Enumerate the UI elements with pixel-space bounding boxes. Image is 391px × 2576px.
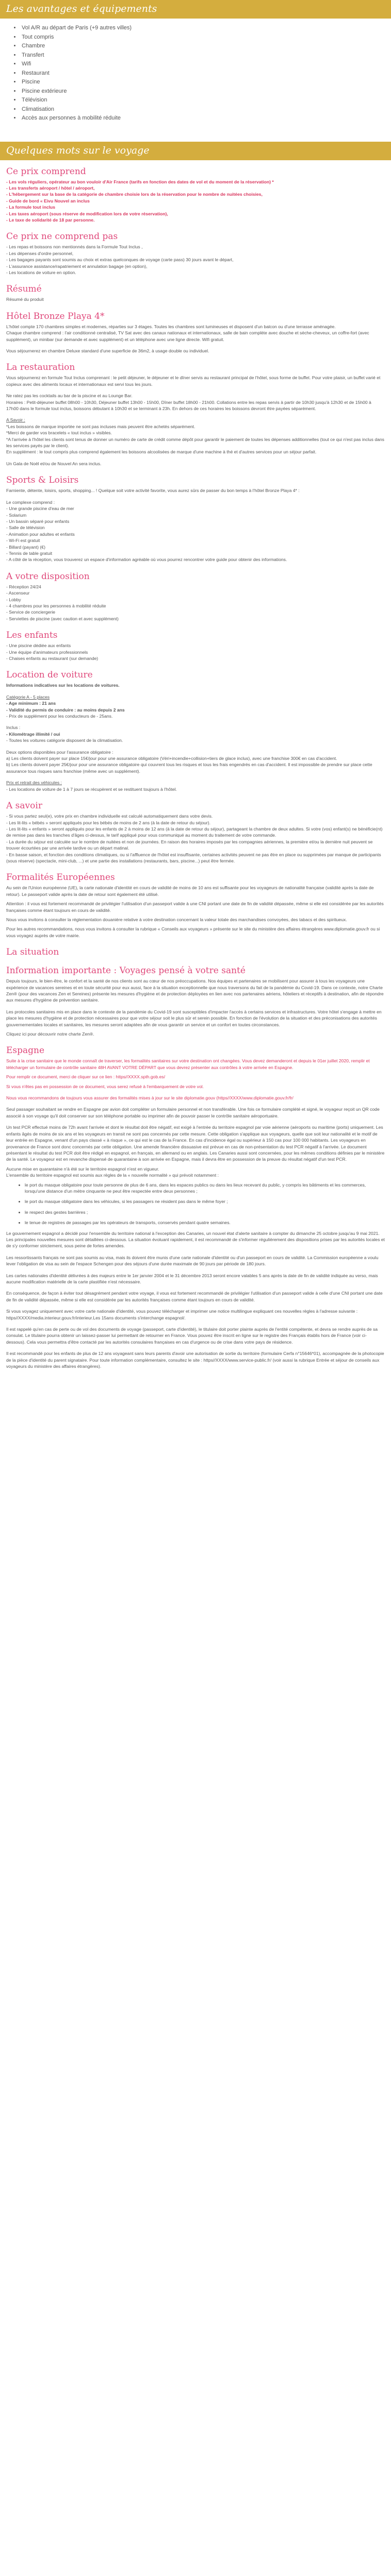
restaurant-paragraph: Vous séjournerez en formule Tout Inclus comprenant : le petit déjeuner, le déjeuner et le dîner servis au restaurant principal de l'hôtel, sous forme de buffet. Pour votre plaisir, un buffet varié et copieux avec des aliments locaux et internationaux est servi tous les jours. xyxy=(6,375,381,387)
list-item: • le respect des gestes barrières ; xyxy=(25,1209,385,1215)
car-rental-paragraph: Catégorie A - 5 places xyxy=(6,694,50,700)
formalities-paragraph: Nous vous invitons à consulter la réglementation douanière relative à votre destination concernant la valeur totale des marchandises convoyées, des tabacs et des spiritueux. xyxy=(6,917,347,922)
sports-line: - Solarium xyxy=(6,512,27,518)
disposition-line: - Service de conciergerie xyxy=(6,609,56,615)
price-included-line: - Les transferts aéroport / hôtel / aéroport, xyxy=(6,185,95,191)
sports-line: - Tennis de table gratuit xyxy=(6,550,53,556)
list-item: • Climatisation xyxy=(21,105,391,114)
restaurant-heading: La restauration xyxy=(6,362,75,373)
car-rental-paragraph: - Validité du permis de conduire : au moins depuis 2 ans xyxy=(6,707,125,713)
price-included-line: - Le taxe de solidarité de 18 par personne. xyxy=(6,217,95,223)
trip-content xyxy=(0,166,391,1370)
spain-paragraph: Si vous voyagez uniquement avec votre carte nationale d'identité, vous pouvez télécharger et imprimer une notice multilingue expliquant ces nouvelles règles à l'adresse suivante : https//XXXX/media.interieur.gouv.fr/interieur.Les 15ans documents s'interchange espagnol/. xyxy=(6,1309,358,1320)
zen-charter-link[interactable]: Cliquez ici pour découvrir notre charte Zen®. xyxy=(6,1031,94,1037)
car-rental-paragraph: Prix et retrait des véhicules : xyxy=(6,780,62,786)
car-rental-paragraph: Inclus : xyxy=(6,725,21,731)
formalities-paragraph: Au sein de l'Union européenne (UE), la carte nationale d'identité en cours de validité de moins de 10 ans est suffisante pour les voyageurs de nationalité française (validité après la date de retour). Le passeport valide après la date de retour sont également été utilisé. xyxy=(6,885,374,897)
spain-paragraph: En conséquence, de façon à éviter tout désagrément pendant votre voyage, il vous est fortement recommandé de privilégier l'utilisation d'un passeport valide à celle d'une CNI portant une date de fin de validité dépassée, même si elle est considérée par les autorités françaises comme étant toujours en cours de validité. xyxy=(6,1291,383,1302)
restaurant-paragraph: A Savoir : xyxy=(6,417,25,423)
price-excluded-line: - Les locations de voiture en option. xyxy=(6,269,76,275)
formalities-paragraph: Pour les autres recommandations, nous vous invitons à consulter la rubrique « Conseils aux voyageurs » présente sur le site du ministère des affaires étrangères www.diplomatie.gouv.fr ou si vous voyagez auprès de votre mairie. xyxy=(6,926,380,938)
car-rental-paragraph: - Kilométrage illimité / oui xyxy=(6,731,60,737)
list-item: • Chambre xyxy=(21,42,391,51)
price-included-line: - Guide de bord « Eivu Nouvel an inclus xyxy=(6,198,90,204)
formalities-heading: Formalités Européennes xyxy=(6,872,115,883)
sports-heading: Sports & Loisirs xyxy=(6,475,79,486)
good-to-know-paragraph: - Si vous partez seul(e), votre prix en chambre individuelle est calculé automatiquement dans votre devis. xyxy=(6,814,213,819)
spain-paragraph: Un test PCR effectué moins de 72h avant l'arrivée et dont le résultat doit être négatif, est exigé à l'entrée du territoire espagnol par voie aérienne (aéroports ou maritime (ports) uniquement. Les enfants âgés de moins de six ans et les voyageurs en transit ne sont pas concernés par cette mesure. Cette obligation s'applique aux voyageurs, quelle que soit leur nationalité et le motif de leur entrée en Espagne, venant d'un pays classé « à risque », ce qui est le cas de la France. En cas d'incidence égal ou supérieur à 150 cas pour 100 000 habitants. Les voyageurs en provenance de France sont donc concernés par cette obligation. Une amende financière dissuasive est prévue en cas de non-présentation du test PCR négatif à l'arrivée. Le document présentant le résultat du test PCR doit être rédigé en espagnol, en français, en allemand ou en anglais. Les Canaries aussi sont concernées, pour les mêmes conditions définies par le ministère de la santé. Le voyageur est en revanche dispensé de quarantaine à son arrivée en Espagne, mais il devra être en possession de la preuve du résultat négatif d'un test PCR. xyxy=(6,1125,385,1162)
list-item: • le tenue de registres de passages par les opérateurs de transports, conservés pendant quatre semaines. xyxy=(25,1219,385,1226)
trip-header: Quelques mots sur le voyage xyxy=(0,142,391,160)
sports-line: - Salle de télévision xyxy=(6,525,45,531)
price-included-line: - La formule tout inclus xyxy=(6,205,56,210)
price-excluded-line: - L'assurance assistance/rapatriement et annulation bagage (en option), xyxy=(6,263,148,269)
car-rental-paragraph: b) Les clients doivent payer 25€/jour pour une assurance obligatoire qui couvrent tous les risques et tous les frais engendrés en cas d'accident. Il est impossible de prendre sur place cette assurance tous risques sans franchise (même avec un supplément). xyxy=(6,762,372,774)
car-rental-paragraph: - Prix de supplément pour les conducteurs de - 25ans. xyxy=(6,714,113,719)
list-item: • Piscine xyxy=(21,78,391,87)
car-rental-paragraph: a) Les clients doivent payer sur place 15€/jour pour une assurance obligatoire (Véri+incendie+collision+tiers de glace inclus), avec une franchise 300€ en cas d'accident. xyxy=(6,756,337,761)
spain-paragraph: Seul passager souhaitant se rendre en Espagne par avion doit compléter un formulaire personnel et non transférable. Une fois ce formulaire complété et signé, le voyageur reçoit un QR code associé à son voyage qu'il doit conserver sur son téléphone portable ou imprimer afin de pouvoir passer le contrôle sanitaire aéroportuaire. xyxy=(6,1107,380,1118)
price-included-line: - L'hébergement sur la base de la catégorie de chambre choisie lors de la réservation pour le nombre de nuitées choisies, xyxy=(6,192,263,197)
sports-line: - Animation pour adultes et enfants xyxy=(6,531,75,537)
price-excluded-heading: Ce prix ne comprend pas xyxy=(6,231,118,242)
good-to-know-heading: A savoir xyxy=(6,801,42,811)
car-rental-paragraph: - Les locations de voiture de 1 à 7 jours se récupèrent et se restituent toujours à l'hôtel. xyxy=(6,786,177,792)
list-item: • Accès aux personnes à mobilité réduite xyxy=(21,114,391,123)
spain-diplomatie-link[interactable]: Nous vous recommandons de toujours vous assurer des formalités mises à jour sur le site diplomatie.gouv (https//XXXX/www.diplomatie.gouv.fr/fr/ xyxy=(6,1095,294,1101)
amenities-header: Les avantages et équipements xyxy=(0,0,391,19)
restaurant-paragraph: Un Gala de Noël et/ou de Nouvel An sera inclus. xyxy=(6,461,102,466)
spain-rules-list xyxy=(6,1182,385,1226)
spain-heading: Espagne xyxy=(6,1045,45,1056)
restaurant-paragraph: *Les boissons de marque importée ne sont pas incluses mais peuvent être achetés séparément. xyxy=(6,423,196,429)
health-info-paragraph: Depuis toujours, le bien-être, le confort et la santé de nos clients sont au cœur de nos préoccupations. Nos équipes et partenaires se mobilisent pour assurer à tous les voyageurs une expérience de vacances sereines et en toute sécurité pour eux aussi, face à la situation exceptionnelle que nous traversons du fait de la pandémie du Covid-19. Dans ce contexte, notre Charte Zen® (pour des vacances Zen et Sereines) présente les mesures d'hygiène et de protection déployées en lien avec nos partenaires aériens, hôteliers et réceptifs à destination, afin de répondre aux mesures d'hygiène de prévention sanitaire. xyxy=(6,978,384,1003)
good-to-know-paragraph: - En basse saison, et fonction des conditions climatiques, ou si l'affluence de l'hôtel est insuffisante, certaines activités peuvent ne pas être en place ou supprimées par manque de participants (sous réserve) (spectacle, mini-club, ...) et une partie des installations (restaurants, bars, piscine...) peut être fermée. xyxy=(6,852,381,863)
restaurant-paragraph: Horaires : Petit-déjeuner buffet 08h00 - 10h30, Déjeuner buffet 13h00 - 15h00, Dîner buffet 18h00 - 21h00. Collations entre les repas servis à partir de 10h30 jusqu'à 12h30 et de 15h00 à 17h00 dans le formule tout inclus, boissons débutant à 10h30 et se terminant à 23h. En dehors de ces horaires les boissons devront être payées séparément. xyxy=(6,399,371,412)
good-to-know-paragraph: - Les lit-lits « enfants » seront appliqués pour les enfants de 2 à moins de 12 ans (à la date de retour du séjour), partageant la chambre de deux adultes. Si votre (vos) enfant(s) ne bénéficie(nt) de remise pas dans les tranches d'âges ci-dessus, le tarif appliqué pour vous communiqué au moment du traitement de votre commande. xyxy=(6,826,383,838)
hotel-heading: Hôtel Bronze Playa 4* xyxy=(6,311,105,321)
hotel-paragraph: Chaque chambre comprend : l'air conditionné centralisé, TV Sat avec des canaux nationaux et internationaux, salle de bain complète avec douche et sèche-cheveux, un coffre-fort (avec supplément), un minibar (sur demande et avec supplément) et un téléphone avec une ligne directe. Wifi gratuit. xyxy=(6,330,369,342)
list-item: • Vol A/R au départ de Paris (+9 autres villes) xyxy=(21,24,391,33)
price-excluded-line: - Les bagages payants sont soumis au choix et extras quelconques de voyage (carte pass) 30 jours avant le départ, xyxy=(6,257,234,263)
health-info-heading: Information importante : Voyages pensé à votre santé xyxy=(6,965,246,976)
restaurant-paragraph: *Merci de garder vos bracelets « tout inclus » visibles. xyxy=(6,430,112,436)
spain-form-link[interactable]: Pour remplir ce document, merci de cliquer sur ce lien : https//XXXX.spth.gob.es/ xyxy=(6,1074,166,1080)
children-heading: Les enfants xyxy=(6,630,58,641)
car-rental-paragraph: Deux options disponibles pour l'assurance obligatoire : xyxy=(6,749,113,755)
disposition-heading: A votre disposition xyxy=(6,571,90,582)
car-rental-heading: Location de voiture xyxy=(6,670,93,681)
disposition-line: - Ascenseur xyxy=(6,590,30,596)
spain-paragraph: Il est recommandé pour les enfants de plus de 12 ans voyageant sans leurs parents d'avoir une autorisation de sortie du territoire (formulaire Cerfa n°15646*01), accompagnée de la photocopie de la pièce d'identité du parent signataire. Pour toute information complémentaire, consultez le site : https//XXXX/www.service-public.fr/ (voir aussi la rubrique Entrée et séjour de conseils aux voyageurs du ministère des affaires étrangères). xyxy=(6,1351,384,1369)
price-included-heading: Ce prix comprend xyxy=(6,166,86,177)
sports-paragraph: Farniente, détente, loisirs, sports, shopping... ! Quelque soit votre activité favorite, vous aurez sûrs de passer du bon temps à l'hôtel Bronze Playa 4* : xyxy=(6,488,300,494)
sports-line: - Un bassin séparé pour enfants xyxy=(6,518,70,524)
sports-line: - Une grande piscine d'eau de mer xyxy=(6,506,74,512)
location-heading: La situation xyxy=(6,947,59,958)
children-line: - Une équipe d'animateurs professionnels xyxy=(6,649,88,655)
sports-line: - Billard (payant) (€) xyxy=(6,544,45,550)
list-item: • le port du masque obligatoire dans les véhicules, si les passagers ne résident pas dans le même foyer ; xyxy=(25,1198,385,1205)
spain-paragraph: Les ressortissants français ne sont pas soumis au visa, mais ils doivent être munis d'une carte nationale d'identité ou d'un passeport en cours de validité. La Commission européenne a voulu lever l'obligation de visa au sein de l'espace Schengen pour des séjours d'une durée maximale de 90 jours par période de 180 jours. xyxy=(6,1255,379,1267)
formalities-paragraph: Attention : il vous est fortement recommandé de privilégier l'utilisation d'un passeport valide à une CNI portant une date de fin de validité dépassée, même si elle est considérée par les autorités françaises comme étant toujours en cours de validité. xyxy=(6,901,384,913)
sports-line: - Wi-Fi est gratuit xyxy=(6,538,40,544)
list-item: • Télévision xyxy=(21,96,391,105)
spain-paragraph: Si vous n'êtes pas en possession de ce document, vous serez refusé à l'embarquement de votre vol. xyxy=(6,1083,204,1089)
good-to-know-paragraph: - Les lit-lits « bébés » seront appliqués pour les bébés de moins de 2 ans (à la date de retour du séjour). xyxy=(6,820,211,825)
spain-paragraph: Il est rappelé qu'en cas de perte ou de vol des documents de voyage (passeport, carte d'identité), le titulaire doit porter plainte auprès de l'entité compétente, et devra se rendre auprès de sa consulat. Le titulaire pourra obtenir un laissez-passer lui permettant de retourner en France. Vous pouvez être inscrit en ligne sur le registre des Français établis hors de France (voir ci-dessous). Cela vous permettra d'être contacté par les autorités consulaires françaises en cas d'urgence ou de crise dans votre pays de résidence. xyxy=(6,1327,378,1345)
spain-paragraph: Suite à la crise sanitaire que le monde connaît de traverser, les formalités sanitaires sur votre destination ont changées. Vous devez demanderont et depuis le 01er juillet 2020, remplir et télécharger un formulaire de contrôle sanitaire 48H AVANT VOTRE DÉPART que vous devrez présenter aux contrôles à votre arrivée en Espagne. xyxy=(6,1058,370,1070)
spain-paragraph: Les cartes nationales d'identité délivrées à des majeurs entre le 1er janvier 2004 et le 31 décembre 2013 seront encore valables 5 ans après la date de fin de validité indiquée au verso, mais aucune modification matérielle de la carte plastifiée n'est nécessaire. xyxy=(6,1273,378,1284)
car-rental-paragraph: Informations indicatives sur les locations de voitures. xyxy=(6,683,120,688)
list-item: • Transfert xyxy=(21,51,391,60)
disposition-line: - Serviettes de piscine (avec caution et avec supplément) xyxy=(6,616,119,621)
sports-paragraph: Le complexe comprend : xyxy=(6,499,55,505)
spain-paragraph: L'ensemble du territoire espagnol est soumis aux règles de la « nouvelle normalité » qui prévoit notamment : xyxy=(6,1173,219,1178)
health-info-paragraph: Les protocoles sanitaires mis en place dans le contexte de la pandémie du Covid-19 sont susceptibles d'impacter l'accès à certains services et infrastructures. Votre hôtel s'engage à mettre en place les mesures d'hygiène et de protection nécessaires pour que votre séjour soit le plus sûr et serein possible. En fonction de l'évolution de la situation et des préconisations des autorités gouvernementales locales et sanitaires, les mesures seront adaptées afin de vous garantir un service et un confort en toutes circonstances. xyxy=(6,1009,382,1027)
list-item: • Restaurant xyxy=(21,69,391,78)
price-excluded-line: - Les repas et boissons non mentionnés dans la Formule Tout Inclus , xyxy=(6,244,143,250)
car-rental-paragraph: - Age minimum : 21 ans xyxy=(6,701,56,706)
sports-paragraph: - A côté de la réception, vous trouverez un espace d'information agréable où vous pourrez rencontrer votre guide pour obtenir des informations. xyxy=(6,557,287,563)
restaurant-paragraph: En supplément : le tout compris plus comprend également les boissons alcoolisées de marque d'une machine à thé et d'autres services pour un séjour parfait. xyxy=(6,449,317,455)
spain-paragraph: Aucune mise en quarantaine n'à été sur le territoire espagnol n'est en vigueur. xyxy=(6,1166,159,1172)
restaurant-paragraph: Ne ratez pas les cocktails au bar de la piscine et au Lounge Bar. xyxy=(6,393,133,399)
children-line: - Chaises enfants au restaurant (sur demande) xyxy=(6,656,99,661)
list-item: • Wifi xyxy=(21,60,391,69)
summary-heading: Résumé xyxy=(6,284,42,295)
list-item: • le port du masque obligatoire pour toute personne de plus de 6 ans, dans les espaces publics ou dans les lieux recevant du public, y compris les bâtiments et les commerces, lorsqu'une distance d'un mètre cinquante ne peut être respectée entre deux personnes ; xyxy=(25,1182,385,1195)
spain-paragraph: Le gouvernement espagnol a décidé pour l'ensemble du territoire national à l'exception des Canaries, un nouvel état d'alerte sanitaire à compter du dimanche 25 octobre jusqu'au 9 mai 2021. Les principales nouvelles mesures sont détaillées ci-dessous. La situation évoluant rapidement, il est recommandé de s'informer régulièrement des dispositions prises par les autorités locales et de s'y conformer strictement, sous peine de fortes amendes. xyxy=(6,1230,385,1249)
disposition-line: - 4 chambres pour les personnes à mobilité réduite xyxy=(6,603,106,608)
list-item: • Piscine extérieure xyxy=(21,87,391,96)
price-excluded-line: - Les dépenses d'ordre personnel, xyxy=(6,250,74,256)
restaurant-paragraph: *A l'arrivée à l'hôtel les clients sont tenus de donner un numéro de carte de crédit comme dépôt pour garantir le paiement de toutes les dépenses additionnelles (tout ce qui n'est pas inclus dans les services payés par le client). xyxy=(6,436,384,449)
price-included-line: - Les vols réguliers, opérateur au bon vouloir d'Air France (tarifs en fonction des dates de vol et du moment de la réservation) * xyxy=(6,179,274,184)
good-to-know-paragraph: - La durée du séjour est calculée sur le nombre de nuitées et non de journées. En raison des horaires imposés par les compagnies aériennes, la première et/ou la dernière nuit peuvent se trouver écourtées par une arrivée tardive ou un départ matinal. xyxy=(6,839,373,851)
children-line: - Une piscine dédiée aux enfants xyxy=(6,643,71,649)
summary-text: Résumé du produit xyxy=(6,297,44,302)
list-item: • Tout compris xyxy=(21,33,391,42)
hotel-paragraph: Vous séjournerez en chambre Deluxe standard d'une superficie de 36m2, à usage double ou individuel. xyxy=(6,348,209,353)
price-included-line: - Les taxes aéroport (sous réserve de modification lors de votre réservation), xyxy=(6,211,168,216)
car-rental-paragraph: - Toutes les voitures catégorie disposent de la climatisation. xyxy=(6,738,123,743)
hotel-paragraph: L'hôtel compte 170 chambres simples et modernes, réparties sur 3 étages. Toutes les chambres sont lumineuses et disposent d'un balcon ou d'une terrasse aménagée. xyxy=(6,324,336,329)
amenities-list xyxy=(0,24,391,123)
disposition-line: - Lobby xyxy=(6,597,21,602)
disposition-line: - Réception 24/24 xyxy=(6,584,41,589)
